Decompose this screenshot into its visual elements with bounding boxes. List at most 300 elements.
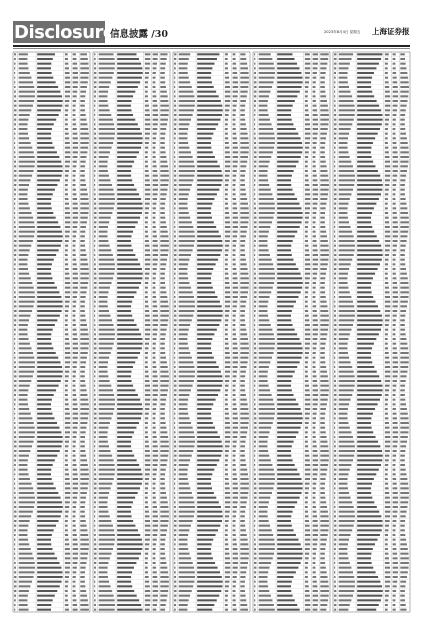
table-cell-text	[160, 105, 169, 107]
table-cell-text	[99, 226, 108, 228]
table-cell-text	[240, 408, 248, 410]
table-cell-text	[145, 483, 149, 485]
table-row	[13, 487, 90, 490]
table-cell-text	[385, 436, 390, 438]
table-cell-text	[334, 217, 335, 219]
table-cell-text	[254, 170, 256, 172]
table-cell-text	[393, 366, 399, 368]
table-cell-text	[277, 109, 291, 111]
table-cell-text	[145, 151, 148, 153]
table-cell-text	[65, 240, 69, 242]
table-cell-text	[334, 72, 336, 74]
table-cell-text	[225, 301, 230, 303]
table-cell-text	[240, 287, 248, 289]
table-cell-text	[117, 287, 139, 289]
table-cell-text	[14, 436, 16, 438]
table-cell-text	[233, 408, 237, 410]
table-cell-text	[65, 329, 68, 331]
table-cell-text	[277, 385, 291, 387]
table-row	[13, 548, 90, 551]
table-row	[333, 310, 410, 313]
table-cell-text	[37, 478, 52, 480]
table-cell-text	[99, 445, 109, 447]
table-cell-text	[385, 72, 388, 74]
table-cell-text	[225, 53, 228, 55]
table-row	[13, 86, 90, 89]
table-cell-text	[160, 543, 165, 545]
table-row	[13, 165, 90, 168]
table-cell-text	[174, 72, 175, 74]
table-cell-text	[277, 590, 291, 592]
table-cell-text	[174, 77, 175, 79]
table-cell-text	[99, 599, 115, 601]
table-cell-text	[240, 63, 247, 65]
table-cell-text	[357, 305, 378, 307]
table-cell-text	[145, 501, 148, 503]
table-cell-text	[37, 413, 52, 415]
table-cell-text	[197, 385, 222, 387]
table-cell-text	[19, 464, 28, 466]
table-cell-text	[117, 445, 131, 447]
table-cell-text	[357, 324, 382, 326]
table-cell-text	[197, 203, 212, 205]
table-cell-text	[313, 399, 318, 401]
table-cell-text	[99, 427, 109, 429]
table-row	[173, 595, 250, 598]
table-cell-text	[240, 231, 246, 233]
table-row	[253, 123, 330, 126]
table-row	[13, 473, 90, 476]
table-cell-text	[385, 394, 389, 396]
table-cell-text	[254, 63, 255, 65]
table-row	[13, 263, 90, 266]
table-row	[253, 581, 330, 584]
table-cell-text	[65, 431, 70, 433]
table-cell-text	[145, 58, 151, 60]
table-row	[93, 357, 170, 360]
table-cell-text	[37, 77, 53, 79]
table-row	[13, 212, 90, 215]
table-cell-text	[117, 501, 133, 503]
table-cell-text	[225, 515, 229, 517]
table-cell-text	[99, 478, 114, 480]
table-row	[173, 123, 250, 126]
table-cell-text	[334, 441, 335, 443]
table-cell-text	[385, 310, 390, 312]
table-cell-text	[305, 343, 310, 345]
table-cell-text	[160, 203, 165, 205]
table-cell-text	[339, 403, 349, 405]
table-row	[13, 441, 90, 444]
table-cell-text	[240, 161, 247, 163]
table-cell-text	[94, 455, 95, 457]
table-cell-text	[19, 455, 29, 457]
table-cell-text	[334, 361, 335, 363]
table-cell-text	[313, 394, 319, 396]
table-cell-text	[73, 137, 78, 139]
table-cell-text	[145, 259, 151, 261]
table-cell-text	[385, 170, 391, 172]
table-cell-text	[94, 371, 95, 373]
table-cell-text	[400, 212, 408, 214]
table-cell-text	[14, 394, 16, 396]
table-cell-text	[73, 142, 79, 144]
table-cell-text	[400, 478, 407, 480]
table-cell-text	[160, 375, 169, 377]
table-cell-text	[357, 273, 375, 275]
table-cell-text	[233, 436, 238, 438]
table-cell-text	[37, 403, 51, 405]
table-cell-text	[145, 511, 149, 513]
table-cell-text	[259, 436, 269, 438]
table-cell-text	[334, 427, 335, 429]
table-cell-text	[117, 347, 142, 349]
table-row	[93, 567, 170, 570]
table-cell-text	[233, 137, 237, 139]
table-cell-text	[65, 450, 68, 452]
table-cell-text	[153, 492, 156, 494]
table-cell-text	[153, 441, 158, 443]
table-cell-text	[313, 114, 318, 116]
table-cell-text	[153, 175, 158, 177]
table-cell-text	[277, 81, 302, 83]
table-cell-text	[240, 478, 248, 480]
table-cell-text	[400, 343, 407, 345]
table-cell-text	[94, 427, 96, 429]
table-cell-text	[393, 128, 396, 130]
table-cell-text	[73, 128, 77, 130]
table-cell-text	[385, 161, 390, 163]
table-row	[333, 459, 410, 462]
table-row	[13, 366, 90, 369]
table-cell-text	[174, 133, 176, 135]
table-cell-text	[73, 193, 77, 195]
table-cell-text	[400, 473, 406, 475]
table-cell-text	[320, 403, 327, 405]
table-cell-text	[197, 338, 212, 340]
table-cell-text	[37, 375, 62, 377]
table-cell-text	[400, 595, 404, 597]
table-cell-text	[313, 347, 317, 349]
table-cell-text	[313, 487, 316, 489]
table-cell-text	[94, 77, 96, 79]
table-cell-text	[160, 539, 165, 541]
table-row	[253, 114, 330, 117]
table-cell-text	[254, 105, 256, 107]
table-cell-text	[174, 319, 176, 321]
table-cell-text	[37, 53, 55, 55]
table-cell-text	[334, 203, 336, 205]
table-cell-text	[73, 595, 76, 597]
table-cell-text	[305, 478, 310, 480]
table-cell-text	[174, 305, 176, 307]
table-cell-text	[179, 179, 194, 181]
table-cell-text	[80, 511, 85, 513]
table-cell-text	[233, 413, 238, 415]
table-cell-text	[145, 207, 149, 209]
table-cell-text	[14, 380, 16, 382]
table-row	[253, 506, 330, 509]
table-cell-text	[37, 571, 62, 573]
table-row	[13, 305, 90, 308]
table-cell-text	[117, 273, 143, 275]
table-cell-text	[259, 254, 270, 256]
table-cell-text	[94, 212, 96, 214]
table-cell-text	[160, 590, 168, 592]
table-cell-text	[305, 515, 309, 517]
table-row	[253, 249, 330, 252]
table-cell-text	[14, 179, 16, 181]
table-row	[253, 399, 330, 402]
table-cell-text	[19, 273, 29, 275]
table-cell-text	[14, 226, 16, 228]
table-cell-text	[225, 576, 230, 578]
table-cell-text	[339, 445, 355, 447]
table-row	[333, 543, 410, 546]
table-cell-text	[225, 329, 228, 331]
table-cell-text	[73, 277, 79, 279]
table-cell-text	[305, 305, 308, 307]
table-row	[13, 91, 90, 94]
table-cell-text	[313, 301, 316, 303]
table-row	[93, 179, 170, 182]
table-cell-text	[259, 100, 268, 102]
table-cell-text	[37, 291, 59, 293]
table-cell-text	[197, 441, 222, 443]
table-cell-text	[19, 81, 33, 83]
table-cell-text	[14, 399, 16, 401]
table-cell-text	[400, 459, 404, 461]
table-cell-text	[94, 105, 95, 107]
table-cell-text	[99, 361, 108, 363]
table-cell-text	[80, 268, 88, 270]
table-cell-text	[339, 501, 353, 503]
table-cell-text	[225, 81, 230, 83]
table-cell-text	[145, 305, 149, 307]
table-cell-text	[400, 81, 408, 83]
table-cell-text	[385, 165, 390, 167]
table-row	[93, 548, 170, 551]
table-cell-text	[385, 193, 388, 195]
table-cell-text	[19, 268, 28, 270]
table-row	[333, 585, 410, 588]
table-cell-text	[313, 478, 317, 480]
table-cell-text	[80, 576, 84, 578]
table-cell-text	[240, 604, 247, 606]
table-cell-text	[99, 413, 113, 415]
table-cell-text	[305, 553, 309, 555]
table-cell-text	[19, 329, 28, 331]
table-cell-text	[393, 114, 397, 116]
table-row	[253, 109, 330, 112]
table-cell-text	[259, 562, 271, 564]
table-cell-text	[80, 464, 88, 466]
table-cell-text	[160, 534, 166, 536]
table-cell-text	[254, 473, 256, 475]
table-cell-text	[305, 268, 311, 270]
table-cell-text	[65, 95, 70, 97]
table-cell-text	[99, 249, 112, 251]
table-cell-text	[145, 366, 148, 368]
table-cell-text	[174, 296, 175, 298]
table-row	[93, 399, 170, 402]
table-cell-text	[277, 464, 295, 466]
table-cell-text	[14, 497, 16, 499]
table-cell-text	[334, 543, 336, 545]
table-cell-text	[160, 175, 169, 177]
table-cell-text	[174, 585, 176, 587]
table-cell-text	[80, 413, 88, 415]
table-row	[13, 254, 90, 257]
table-cell-text	[233, 189, 236, 191]
table-row	[13, 170, 90, 173]
table-cell-text	[233, 511, 237, 513]
table-cell-text	[254, 175, 256, 177]
table-cell-text	[385, 413, 388, 415]
table-row	[253, 193, 330, 196]
table-row	[333, 282, 410, 285]
table-cell-text	[385, 291, 390, 293]
table-cell-text	[313, 543, 318, 545]
table-cell-text	[73, 231, 77, 233]
table-cell-text	[254, 67, 256, 69]
table-cell-text	[339, 399, 351, 401]
table-cell-text	[160, 417, 165, 419]
table-cell-text	[99, 581, 109, 583]
table-cell-text	[94, 95, 96, 97]
table-cell-text	[334, 497, 335, 499]
table-cell-text	[313, 119, 318, 121]
table-row	[253, 273, 330, 276]
table-cell-text	[233, 114, 236, 116]
table-cell-text	[179, 562, 193, 564]
table-cell-text	[259, 156, 272, 158]
table-cell-text	[65, 305, 69, 307]
table-row	[93, 305, 170, 308]
table-cell-text	[385, 179, 390, 181]
table-cell-text	[259, 207, 275, 209]
table-cell-text	[393, 408, 396, 410]
table-cell-text	[225, 469, 228, 471]
table-cell-text	[153, 137, 157, 139]
table-cell-text	[313, 431, 316, 433]
table-cell-text	[99, 212, 113, 214]
table-cell-text	[19, 357, 35, 359]
table-cell-text	[14, 310, 16, 312]
table-cell-text	[259, 77, 275, 79]
table-cell-text	[305, 333, 311, 335]
table-cell-text	[117, 497, 135, 499]
table-cell-text	[313, 371, 316, 373]
table-cell-text	[240, 189, 245, 191]
table-cell-text	[197, 562, 215, 564]
table-cell-text	[225, 86, 230, 88]
table-cell-text	[305, 287, 309, 289]
table-cell-text	[313, 184, 318, 186]
table-cell-text	[19, 380, 32, 382]
table-cell-text	[99, 571, 108, 573]
table-row	[13, 436, 90, 439]
table-cell-text	[174, 179, 176, 181]
table-cell-text	[277, 543, 301, 545]
table-row	[333, 72, 410, 75]
table-row	[93, 175, 170, 178]
table-cell-text	[65, 156, 70, 158]
table-cell-text	[385, 357, 389, 359]
table-row	[253, 497, 330, 500]
table-cell-text	[240, 315, 244, 317]
table-cell-text	[240, 557, 248, 559]
table-cell-text	[240, 291, 248, 293]
table-cell-text	[225, 310, 230, 312]
table-cell-text	[117, 291, 136, 293]
table-cell-text	[259, 408, 275, 410]
table-cell-text	[320, 347, 325, 349]
table-row	[253, 403, 330, 406]
table-row	[333, 338, 410, 341]
table-cell-text	[313, 473, 318, 475]
table-cell-text	[240, 91, 247, 93]
table-row	[253, 599, 330, 602]
table-cell-text	[14, 329, 16, 331]
table-cell-text	[259, 175, 268, 177]
table-cell-text	[37, 380, 61, 382]
table-cell-text	[19, 137, 29, 139]
table-cell-text	[305, 63, 311, 65]
table-cell-text	[19, 375, 33, 377]
table-cell-text	[160, 599, 166, 601]
table-row	[253, 511, 330, 514]
table-cell-text	[145, 315, 150, 317]
table-cell-text	[160, 189, 167, 191]
table-row	[173, 81, 250, 84]
table-cell-text	[240, 357, 248, 359]
table-cell-text	[14, 287, 15, 289]
table-cell-text	[320, 100, 327, 102]
table-cell-text	[339, 212, 348, 214]
table-cell-text	[254, 450, 255, 452]
table-cell-text	[65, 469, 69, 471]
table-cell-text	[400, 161, 408, 163]
table-row	[173, 408, 250, 411]
table-row	[253, 408, 330, 411]
table-cell-text	[385, 277, 388, 279]
table-cell-text	[174, 431, 175, 433]
table-cell-text	[357, 259, 382, 261]
table-cell-text	[259, 109, 268, 111]
table-cell-text	[14, 86, 15, 88]
table-cell-text	[174, 375, 176, 377]
table-cell-text	[99, 506, 108, 508]
table-cell-text	[254, 165, 256, 167]
table-cell-text	[357, 543, 375, 545]
table-cell-text	[225, 235, 230, 237]
table-cell-text	[339, 581, 355, 583]
table-cell-text	[153, 315, 158, 317]
table-cell-text	[197, 464, 217, 466]
table-cell-text	[385, 189, 389, 191]
table-cell-text	[153, 53, 158, 55]
table-cell-text	[320, 221, 325, 223]
table-cell-text	[240, 431, 247, 433]
table-cell-text	[339, 189, 353, 191]
table-cell-text	[117, 441, 131, 443]
table-row	[173, 422, 250, 425]
table-cell-text	[357, 427, 371, 429]
table-cell-text	[385, 441, 391, 443]
table-cell-text	[174, 282, 175, 284]
table-row	[333, 413, 410, 416]
